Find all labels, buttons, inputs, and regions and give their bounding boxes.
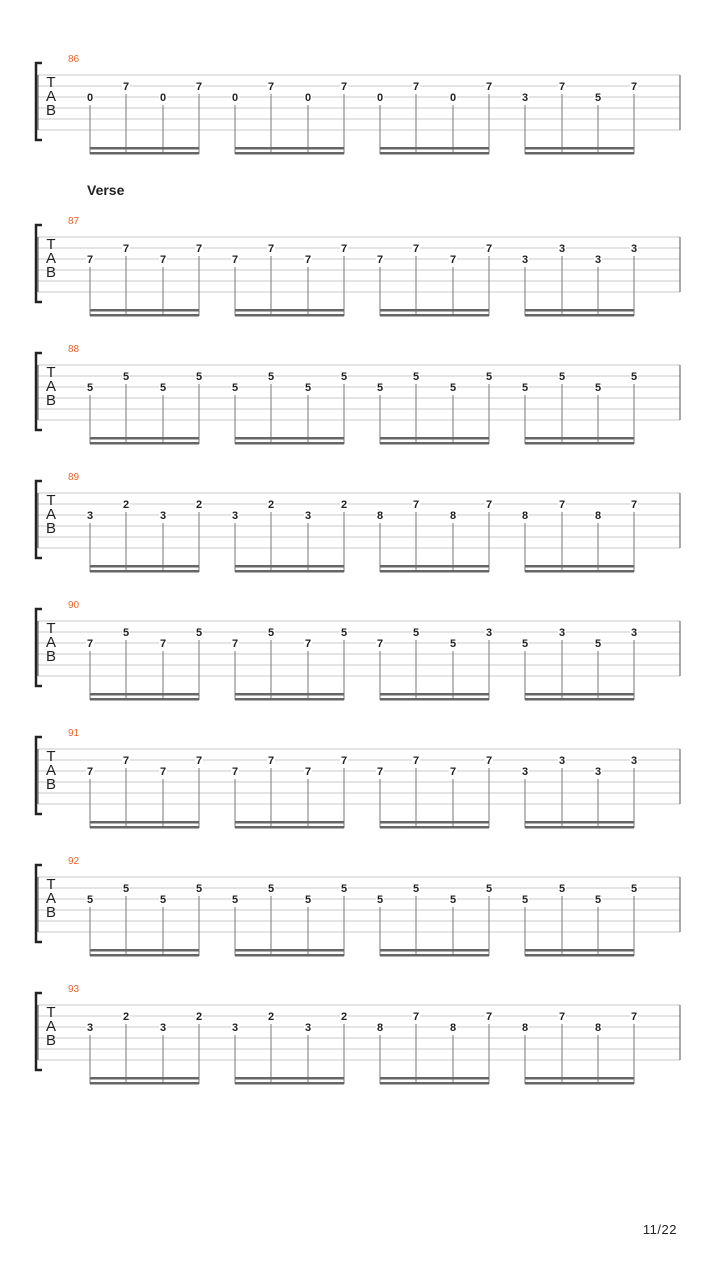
- fret-number: 5: [558, 371, 566, 383]
- fret-number: 3: [594, 766, 602, 778]
- fret-number: 7: [231, 254, 239, 266]
- tab-clef-letter: A: [45, 1018, 57, 1035]
- beam: [90, 314, 199, 317]
- beam: [235, 314, 344, 317]
- beam: [90, 309, 199, 312]
- beam: [525, 693, 634, 696]
- fret-number: 7: [412, 499, 420, 511]
- tab-clef-letter: T: [46, 364, 56, 381]
- fret-number: 5: [231, 382, 239, 394]
- fret-number: 7: [340, 81, 348, 93]
- fret-number: 5: [195, 371, 203, 383]
- fret-number: 5: [630, 371, 638, 383]
- beam: [525, 821, 634, 824]
- fret-number: 3: [521, 766, 529, 778]
- fret-number: 5: [340, 371, 348, 383]
- fret-number: 0: [449, 92, 457, 104]
- beam: [235, 949, 344, 952]
- tab-clef-letter: A: [45, 890, 57, 907]
- fret-number: 7: [267, 243, 275, 255]
- fret-number: 2: [122, 1011, 130, 1023]
- fret-number: 8: [521, 1022, 529, 1034]
- beam: [90, 826, 199, 829]
- measure-number: 90: [68, 600, 80, 611]
- beam: [380, 949, 489, 952]
- fret-number: 5: [412, 627, 420, 639]
- fret-number: 3: [521, 92, 529, 104]
- beam: [90, 1077, 199, 1080]
- beam: [235, 954, 344, 957]
- fret-number: 5: [86, 894, 94, 906]
- fret-number: 7: [485, 499, 493, 511]
- beam: [90, 1082, 199, 1085]
- beam: [525, 698, 634, 701]
- tab-clef-letter: T: [46, 1004, 56, 1021]
- fret-number: 5: [122, 371, 130, 383]
- fret-number: 5: [86, 382, 94, 394]
- beam: [90, 821, 199, 824]
- fret-number: 7: [558, 1011, 566, 1023]
- fret-number: 8: [376, 1022, 384, 1034]
- fret-number: 0: [376, 92, 384, 104]
- fret-number: 5: [340, 627, 348, 639]
- fret-number: 5: [449, 638, 457, 650]
- fret-number: 7: [485, 81, 493, 93]
- beam: [380, 565, 489, 568]
- beam: [380, 152, 489, 155]
- beam: [525, 152, 634, 155]
- fret-number: 5: [376, 382, 384, 394]
- beam: [235, 565, 344, 568]
- fret-number: 3: [159, 510, 167, 522]
- fret-number: 3: [558, 243, 566, 255]
- fret-number: 7: [195, 243, 203, 255]
- fret-number: 5: [449, 894, 457, 906]
- tab-clef-letter: T: [46, 492, 56, 509]
- beam: [380, 693, 489, 696]
- fret-number: 7: [449, 254, 457, 266]
- tab-clef-letter: A: [45, 88, 57, 105]
- beam: [90, 437, 199, 440]
- beam: [380, 437, 489, 440]
- fret-number: 5: [449, 382, 457, 394]
- fret-number: 7: [630, 499, 638, 511]
- fret-number: 5: [122, 627, 130, 639]
- fret-number: 7: [231, 766, 239, 778]
- beam: [380, 1077, 489, 1080]
- fret-number: 5: [195, 883, 203, 895]
- fret-number: 7: [412, 81, 420, 93]
- beam: [525, 437, 634, 440]
- fret-number: 8: [449, 510, 457, 522]
- fret-number: 8: [376, 510, 384, 522]
- tab-clef-letter: A: [45, 762, 57, 779]
- fret-number: 5: [558, 883, 566, 895]
- beam: [90, 949, 199, 952]
- fret-number: 5: [231, 894, 239, 906]
- fret-number: 3: [304, 510, 312, 522]
- fret-number: 7: [86, 254, 94, 266]
- fret-number: 8: [594, 510, 602, 522]
- fret-number: 8: [449, 1022, 457, 1034]
- fret-number: 7: [412, 1011, 420, 1023]
- measure-number: 91: [68, 728, 80, 739]
- fret-number: 3: [304, 1022, 312, 1034]
- fret-number: 2: [122, 499, 130, 511]
- fret-number: 7: [122, 755, 130, 767]
- page-number: 11/22: [642, 1222, 677, 1237]
- beam: [380, 1082, 489, 1085]
- fret-number: 7: [630, 81, 638, 93]
- tab-clef-letter: B: [45, 264, 57, 281]
- fret-number: 7: [267, 755, 275, 767]
- fret-number: 7: [376, 254, 384, 266]
- fret-number: 2: [340, 499, 348, 511]
- fret-number: 2: [195, 499, 203, 511]
- fret-number: 7: [304, 254, 312, 266]
- tab-clef-letter: A: [45, 634, 57, 651]
- fret-number: 7: [304, 638, 312, 650]
- fret-number: 5: [267, 883, 275, 895]
- fret-number: 5: [122, 883, 130, 895]
- beam: [90, 442, 199, 445]
- fret-number: 5: [521, 382, 529, 394]
- beam: [235, 147, 344, 150]
- fret-number: 7: [195, 755, 203, 767]
- fret-number: 3: [231, 510, 239, 522]
- tab-clef-letter: A: [45, 378, 57, 395]
- beam: [235, 309, 344, 312]
- beam: [525, 147, 634, 150]
- fret-number: 5: [304, 894, 312, 906]
- tab-clef-letter: A: [45, 506, 57, 523]
- measure-number: 89: [68, 472, 80, 483]
- fret-number: 7: [485, 243, 493, 255]
- fret-number: 0: [231, 92, 239, 104]
- fret-number: 5: [195, 627, 203, 639]
- fret-number: 5: [159, 382, 167, 394]
- fret-number: 7: [449, 766, 457, 778]
- beam: [235, 570, 344, 573]
- fret-number: 7: [558, 81, 566, 93]
- tab-clef-letter: B: [45, 392, 57, 409]
- fret-number: 0: [86, 92, 94, 104]
- beam: [235, 437, 344, 440]
- fret-number: 5: [485, 883, 493, 895]
- fret-number: 7: [412, 243, 420, 255]
- fret-number: 7: [122, 243, 130, 255]
- fret-number: 3: [86, 1022, 94, 1034]
- fret-number: 3: [521, 254, 529, 266]
- measure-number: 87: [68, 216, 80, 227]
- fret-number: 7: [231, 638, 239, 650]
- beam: [90, 954, 199, 957]
- beam: [525, 565, 634, 568]
- beam: [380, 570, 489, 573]
- fret-number: 5: [594, 382, 602, 394]
- fret-number: 5: [594, 638, 602, 650]
- fret-number: 7: [340, 755, 348, 767]
- tab-clef-letter: B: [45, 1032, 57, 1049]
- fret-number: 7: [340, 243, 348, 255]
- tab-clef-letter: B: [45, 904, 57, 921]
- fret-number: 5: [412, 883, 420, 895]
- beam: [525, 954, 634, 957]
- fret-number: 3: [86, 510, 94, 522]
- measure-number: 92: [68, 856, 80, 867]
- fret-number: 7: [630, 1011, 638, 1023]
- fret-number: 7: [267, 81, 275, 93]
- beam: [525, 442, 634, 445]
- fret-number: 7: [376, 766, 384, 778]
- beam: [525, 1077, 634, 1080]
- fret-number: 3: [558, 627, 566, 639]
- tab-clef-letter: T: [46, 876, 56, 893]
- beam: [380, 821, 489, 824]
- beam: [380, 954, 489, 957]
- fret-number: 3: [159, 1022, 167, 1034]
- fret-number: 8: [521, 510, 529, 522]
- fret-number: 5: [521, 638, 529, 650]
- measure-number: 86: [68, 54, 80, 65]
- beam: [380, 442, 489, 445]
- fret-number: 7: [304, 766, 312, 778]
- tab-clef-letter: T: [46, 74, 56, 91]
- fret-number: 7: [86, 766, 94, 778]
- beam: [380, 826, 489, 829]
- fret-number: 7: [376, 638, 384, 650]
- fret-number: 2: [267, 499, 275, 511]
- beam: [90, 698, 199, 701]
- fret-number: 3: [231, 1022, 239, 1034]
- tab-clef-letter: T: [46, 236, 56, 253]
- fret-number: 7: [412, 755, 420, 767]
- fret-number: 7: [159, 254, 167, 266]
- fret-number: 3: [485, 627, 493, 639]
- fret-number: 7: [86, 638, 94, 650]
- fret-number: 5: [267, 371, 275, 383]
- beam: [235, 152, 344, 155]
- fret-number: 5: [485, 371, 493, 383]
- fret-number: 3: [630, 243, 638, 255]
- fret-number: 0: [304, 92, 312, 104]
- tab-clef-letter: T: [46, 748, 56, 765]
- beam: [235, 698, 344, 701]
- fret-number: 5: [304, 382, 312, 394]
- beam: [380, 314, 489, 317]
- tab-clef-letter: A: [45, 250, 57, 267]
- beam: [235, 442, 344, 445]
- fret-number: 7: [485, 755, 493, 767]
- fret-number: 3: [630, 755, 638, 767]
- fret-number: 7: [159, 638, 167, 650]
- fret-number: 5: [594, 92, 602, 104]
- beam: [525, 314, 634, 317]
- beam: [525, 309, 634, 312]
- tab-clef-letter: T: [46, 620, 56, 637]
- fret-number: 5: [159, 894, 167, 906]
- fret-number: 7: [195, 81, 203, 93]
- fret-number: 2: [195, 1011, 203, 1023]
- fret-number: 5: [521, 894, 529, 906]
- fret-number: 8: [594, 1022, 602, 1034]
- fret-number: 5: [412, 371, 420, 383]
- fret-number: 0: [159, 92, 167, 104]
- beam: [90, 152, 199, 155]
- fret-number: 5: [594, 894, 602, 906]
- tab-clef-letter: B: [45, 648, 57, 665]
- beam: [235, 1077, 344, 1080]
- beam: [380, 147, 489, 150]
- measure-number: 88: [68, 344, 80, 355]
- beam: [90, 147, 199, 150]
- fret-number: 5: [267, 627, 275, 639]
- beam: [235, 1082, 344, 1085]
- beam: [90, 693, 199, 696]
- fret-number: 7: [485, 1011, 493, 1023]
- beam: [525, 1082, 634, 1085]
- fret-number: 3: [594, 254, 602, 266]
- fret-number: 7: [122, 81, 130, 93]
- fret-number: 3: [630, 627, 638, 639]
- beam: [235, 826, 344, 829]
- beam: [525, 826, 634, 829]
- tab-clef-letter: B: [45, 776, 57, 793]
- beam: [525, 949, 634, 952]
- fret-number: 2: [340, 1011, 348, 1023]
- section-label-verse: Verse: [87, 182, 125, 198]
- beam: [235, 821, 344, 824]
- tab-clef-letter: B: [45, 102, 57, 119]
- fret-number: 5: [630, 883, 638, 895]
- beam: [90, 565, 199, 568]
- measure-number: 93: [68, 984, 80, 995]
- beam: [380, 698, 489, 701]
- fret-number: 7: [159, 766, 167, 778]
- beam: [235, 693, 344, 696]
- fret-number: 3: [558, 755, 566, 767]
- fret-number: 7: [558, 499, 566, 511]
- fret-number: 5: [376, 894, 384, 906]
- beam: [525, 570, 634, 573]
- beam: [380, 309, 489, 312]
- fret-number: 2: [267, 1011, 275, 1023]
- fret-number: 5: [340, 883, 348, 895]
- tab-clef-letter: B: [45, 520, 57, 537]
- beam: [90, 570, 199, 573]
